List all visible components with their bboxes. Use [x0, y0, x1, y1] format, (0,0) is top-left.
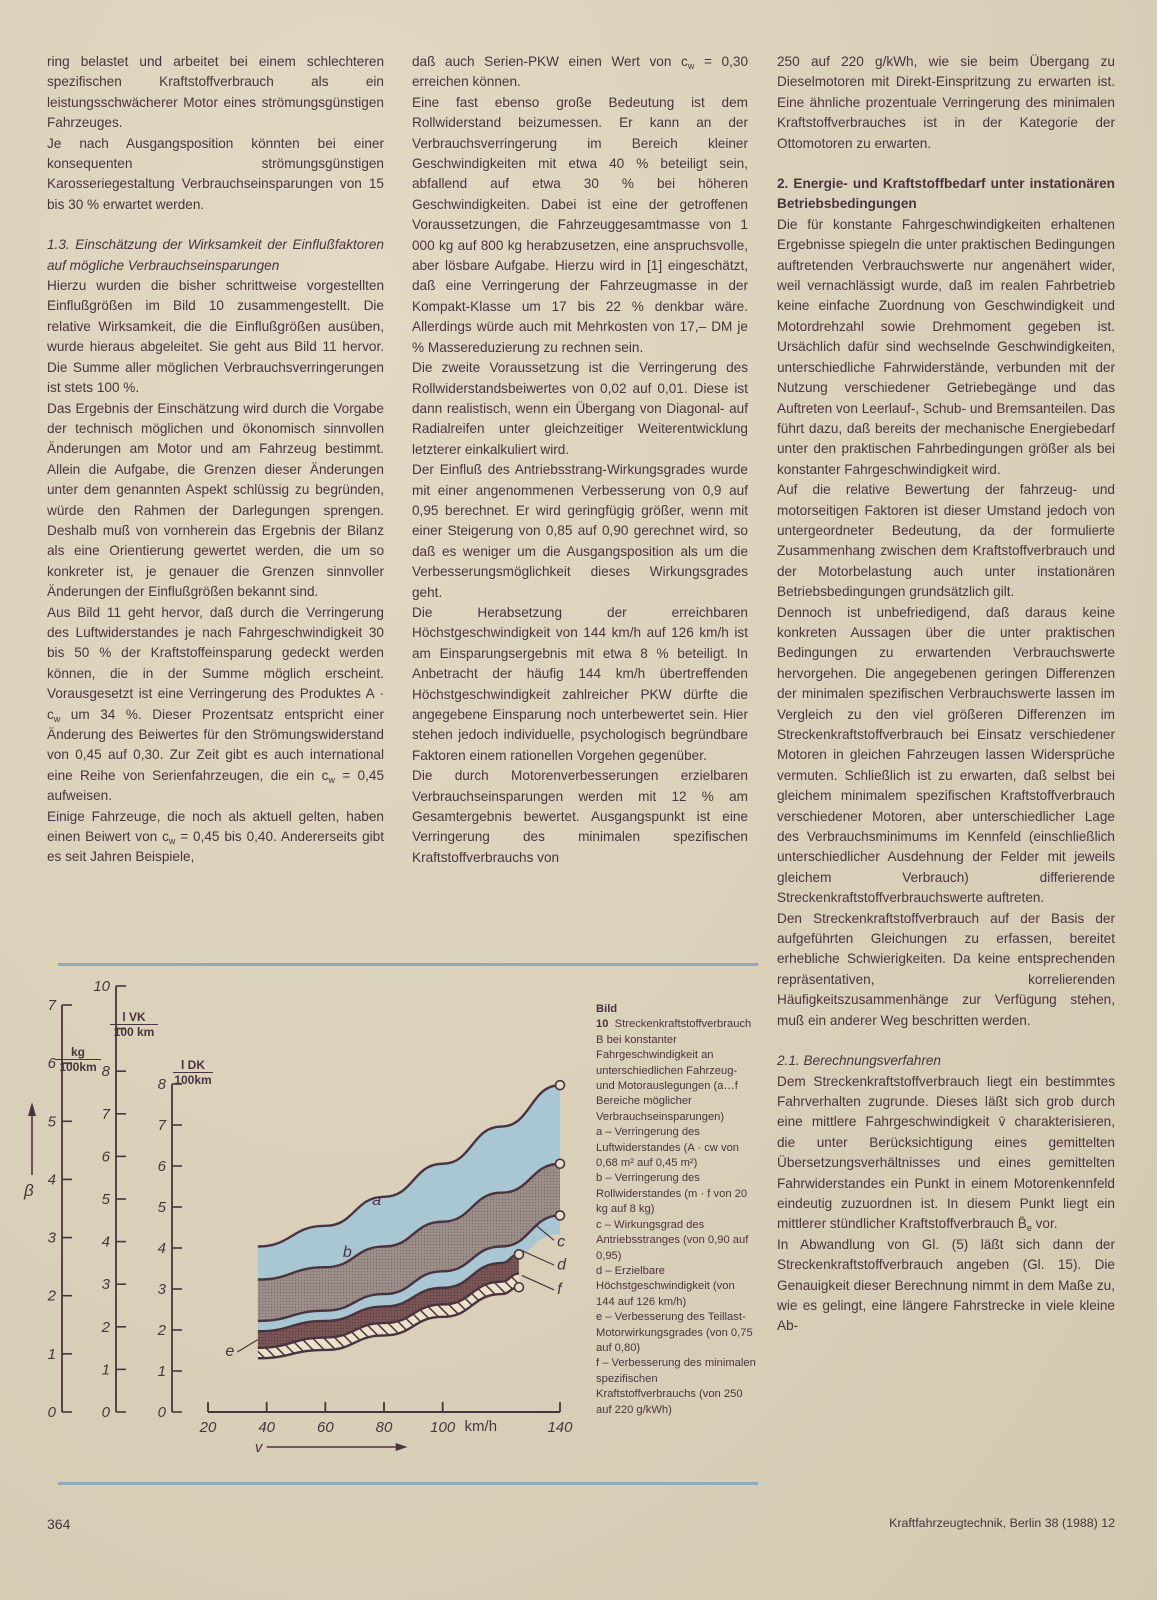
y-tick-label: 1 [157, 1363, 166, 1380]
journal-reference: Kraftfahrzeugtechnik, Berlin 38 (1988) 12 [889, 1516, 1115, 1530]
band-label-d: d [557, 1256, 567, 1274]
paragraph: Dem Streckenkraftstoffverbrauch liegt ein bestimmtes Fahrverhalten zugrunde. Dieses läßt sich grob durch eine mittlere Fahrgeschwindigkeit v̄ charakterisieren, die unter Berücksichtigung eines gemittelten Übersetzungsverhältnisses und eines gemittelten Fahrwiderstandes ein Punkt in einem Motorenkennfeld eindeutig zuzuordnen ist. In diesem Punkt liegt ein mittlerer stündlicher Kraftstoffverbrauch $B̄_e$ vor. [777, 1073, 1115, 1234]
x-axis-unit: km/h [464, 1418, 498, 1435]
paragraph: In Abwandlung von Gl. (5) läßt sich dann der Streckenkraftstoffverbrauch angeben (Gl. 15). Die Genauigkeit dieser Berechnung nimmt in dem Maße zu, wie es gelingt, eine längere Fahrstrecke in viele kleine Ab- [777, 1236, 1115, 1334]
y-tick-label: 8 [101, 1063, 110, 1081]
y-tick-label: 0 [101, 1404, 110, 1421]
caption-title: Streckenkraftstoffverbrauch B bei konstanter Fahrgeschwindigkeit an unterschiedlichen Fahrzeug- und Motorauslegungen (a…f Bereiche möglicher Verbrauchseinsparungen) [596, 1018, 752, 1123]
caption-item-b: b – Verringerung des Rollwiderstandes (m · f von 20 kg auf 8 kg) [596, 1172, 748, 1216]
paragraph: Einige Fahrzeuge, die noch als aktuell gelten, haben einen Beiwert von $c_w = 0,45$ bis 0,40. Andererseits gibt es seit Jahren Beispiele, [47, 808, 384, 865]
y-tick-label: 3 [101, 1276, 110, 1294]
section-heading-1-3: 1.3. Einschätzung der Wirksamkeit der Einflußfaktoren auf mögliche Verbrauchseinsparungen [47, 237, 384, 273]
endpoint-marker-f [514, 1283, 523, 1292]
x-tick-label: 140 [547, 1419, 573, 1436]
paragraph: Die zweite Voraussetzung ist die Verringerung des Rollwiderstandsbeiwertes von 0,02 auf 0,01. Diese ist dann realistisch, wenn ein Übergang von Diagonal- auf Radialreifen unter gleichzeitiger Weiterentwicklung letzterer einkalkuliert wird. [412, 360, 748, 457]
figure-bottom-rule [58, 1482, 758, 1485]
paragraph: 250 auf 220 g/kWh, wie sie beim Übergang zu Dieselmotoren mit Direkt-Einspritzung zu erwarten ist. Eine ähnliche prozentuale Verringerung des minimalen Kraftstoffverbrauches ist in der Kategorie der Ottomotoren zu erwarten. [777, 54, 1115, 151]
y-tick-label: 6 [157, 1158, 166, 1175]
endpoint-marker-a [556, 1081, 565, 1090]
y-tick-label: 2 [157, 1322, 166, 1339]
figure-caption [596, 1002, 756, 1418]
y-tick-label: 5 [101, 1191, 110, 1208]
y-tick-label: 4 [101, 1233, 110, 1251]
text-column-1 [47, 52, 384, 868]
y-tick-label: 3 [157, 1281, 166, 1298]
x-tick-label: 60 [316, 1419, 334, 1436]
y-tick-label: 5 [47, 1113, 56, 1131]
y-tick-label: 7 [157, 1117, 166, 1134]
y-tick-label: 6 [47, 1055, 56, 1073]
band-label-a: a [372, 1192, 382, 1210]
text-column-2 [412, 52, 748, 868]
leader-f [522, 1275, 554, 1289]
axis-unit-lvk: l VK 100 km [110, 1010, 158, 1039]
paragraph: Der Einfluß des Antriebsstrang-Wirkungsgrades wurde mit einer angenommenen Verbesserung von 0,9 auf 0,95 berechnet. Er wird geringfügig größer, wenn mit einer Steigerung von 0,85 auf 0,90 gerechnet wird, so daß es weniger um die Ausgangsposition als um die Verbesserungsmöglichkeit dieses Wirkungsgrades geht. [412, 462, 748, 600]
x-tick-label: 100 [430, 1419, 456, 1436]
caption-item-a: a – Verringerung des Luftwiderstandes (A · cw von 0,68 m² auf 0,45 m²) [596, 1126, 740, 1170]
caption-item-f: f – Verbesserung des minimalen spezifischen Kraftstoffverbrauchs (von 250 auf 220 g/kWh) [596, 1357, 756, 1416]
paragraph: daß auch Serien-PKW einen Wert von $c_w = 0,30$ erreichen können. [412, 54, 749, 90]
paragraph: Das Ergebnis der Einschätzung wird durch die Vorgabe der technisch möglichen und ökonomisch sinnvollen Änderungen am Motor und am Fahrzeug bestimmt. Allein die Aufgabe, die Grenzen dieser Änderungen unter dem genannten Aspekt schlüssig zu begründen, würde den Rahmen der Darlegungen sprengen. Deshalb muß von vornherein das Ergebnis der Bilanz als eine Orientierung gewertet werden, die um so konkreter ist, je genauer die Grenzen sinnvoller Änderungen der Einflußgrößen bekannt sind. [47, 400, 384, 600]
caption-item-c: c – Wirkungsgrad des Antriebsstranges (von 0,90 auf 0,95) [596, 1218, 749, 1262]
y-tick-label: 4 [47, 1171, 56, 1189]
axis-unit-ldk: l DK 100km [174, 1058, 212, 1087]
paragraph: Hierzu wurden die bisher schrittweise vorgestellten Einflußgrößen im Bild 10 zusammengestellt. Die relative Wirksamkeit, die die Einflußgrößen ausüben, wurde hieraus abgeleitet. Sie geht aus Bild 11 hervor. Die Summe aller möglichen Verbrauchsverringerungen ist stets 100 %. [47, 278, 384, 396]
text-column-3 [777, 52, 1115, 1337]
y-tick-label: 2 [47, 1287, 56, 1305]
caption-item-d: d – Erzielbare Höchstgeschwindigkeit (von 144 auf 126 km/h) [596, 1264, 735, 1308]
y-tick-label: 7 [101, 1105, 110, 1123]
paragraph: Die für konstante Fahrgeschwindigkeiten erhaltenen Ergebnisse spiegeln die unter praktischen Bedingungen auftretenden Verbrauchswerte nur angenähert wider, weil vernachlässigt wurde, daß im realen Fahrbetrieb keine einfache Zuordnung von Geschwindigkeit und Motordrehzahl sowie Drehmoment gegeben ist. Ursächlich dafür sind wechselnde Geschwindigkeiten, unterschiedliche Fahrwiderstände, verbunden mit der Nutzung verschiedener Getriebegänge und das Auftreten von Leerlauf-, Schub- und Bremsanteilen. Das führt dazu, daß bereits der mechanische Energiebedarf unter den praktischen Fahrbedingungen größer als bei konstanter Fahrgeschwindigkeit wird. [777, 216, 1115, 477]
leader-d [522, 1251, 554, 1265]
caption-label: Bild 10 [596, 1003, 618, 1031]
y-tick-label: 3 [47, 1229, 56, 1247]
axis-unit-kg: kg 100km [55, 1045, 101, 1074]
y-axis-label: β [24, 1181, 34, 1200]
band-label-e: e [225, 1343, 235, 1361]
paragraph: Eine fast ebenso große Bedeutung ist dem Rollwiderstand beizumessen. Er kann an der Verbrauchsverringerung im Bereich kleiner Geschwindigkeiten mit etwa 40 % beteiligt sein, abfallend auf etwa 30 % bei höheren Geschwindigkeiten. Dabei ist eine der getroffenen Voraussetzungen, die Fahrzeuggesamtmasse von 1 000 kg auf 800 kg herabzusetzen, eine anspruchsvolle, aber lösbare Aufgabe. Hierzu wird in [1] eingeschätzt, daß eine Verringerung der Fahrzeugmasse in der Kompakt-Klasse um 17 bis 22 % denkbar wäre. Allerdings würde auch mit Mehrkosten von 17,– DM je % Massereduzierung zu rechnen sein. [412, 94, 748, 355]
paragraph: Die durch Motorenverbesserungen erzielbaren Verbrauchseinsparungen werden mit 12 % am Gesamtergebnis bewertet. Ausgangspunkt ist eine Verringerung des minimalen spezifischen Kraftstoffverbrauchs von [412, 768, 748, 865]
y-tick-label: 8 [157, 1076, 166, 1093]
page-number: 364 [47, 1516, 71, 1532]
y-tick-label: 7 [47, 997, 56, 1014]
y-tick-label: 0 [47, 1404, 56, 1421]
endpoint-marker-b [556, 1159, 565, 1168]
leader-e [237, 1340, 258, 1352]
figure-top-rule [58, 963, 758, 966]
y-tick-label: 5 [157, 1199, 166, 1216]
caption-item-e: e – Verbesserung des Teillast-Motorwirkungsgrades (von 0,75 auf 0,80) [596, 1311, 753, 1354]
band-label-c: c [557, 1233, 566, 1251]
y-tick-label: 4 [157, 1240, 166, 1257]
y-tick-label: 10 [93, 978, 110, 995]
y-tick-label: 0 [157, 1404, 166, 1421]
paragraph: Den Streckenkraftstoffverbrauch auf der Basis der aufgeführten Gleichungen zu erfassen, bereitet erhebliche Schwierigkeiten. Da keine entsprechenden repräsentativen, korrelierenden Häufigkeitszusammenhänge zur Verfügung stehen, muß ein anderer Weg beschritten werden. [777, 910, 1115, 1028]
y-tick-label: 6 [101, 1148, 110, 1166]
band-label-b: b [342, 1243, 352, 1261]
y-axis-arrowhead-icon [28, 1102, 36, 1116]
y-tick-label: 1 [47, 1345, 56, 1363]
x-axis-arrowhead-icon [396, 1443, 408, 1451]
band-label-f: f [557, 1281, 562, 1299]
x-axis-label: v [254, 1439, 263, 1456]
paragraph: Je nach Ausgangsposition könnten bei einer konsequenten strömungsgünstigen Karosseriegestaltung Verbrauchseinsparungen von 15 bis 30 % erwartet werden. [47, 135, 384, 212]
endpoint-marker-c [556, 1211, 565, 1220]
y-tick-label: 2 [101, 1318, 110, 1336]
paragraph: ring belastet und arbeitet bei einem schlechteren spezifischen Kraftstoffverbrauch als ein leistungsschwächerer Motor eines strömungsgünstigen Fahrzeuges. [47, 54, 384, 131]
section-heading-2-1: 2.1. Berechnungsverfahren [777, 1053, 941, 1069]
section-heading-2: 2. Energie- und Kraftstoffbedarf unter instationären Betriebsbedingungen [777, 176, 1115, 212]
paragraph: Auf die relative Bewertung der fahrzeug- und motorseitigen Faktoren ist dieser Umstand jedoch von untergeordneter Bedeutung, da der formulierte Zusammenhang zwischen dem Kraftstoffverbrauch und der Motorbelastung auch unter instationären Betriebsbedingungen grundsätzlich gilt. [777, 482, 1115, 600]
paragraph: Aus Bild 11 geht hervor, daß durch die Verringerung des Luftwiderstandes je nach Fahrgeschwindigkeit 30 bis 50 % der Kraftstoffeinsparung gedeckt werden können, die in der Summe möglich erscheint. Vorausgesetzt ist eine Verringerung des Produktes $A \cdot c_w$ um 34 %. Dieser Prozentsatz entspricht einer Änderung des Beiwertes für den Strömungswiderstand von 0,45 auf 0,30. Zur Zeit gibt es auch international eine Reihe von Serienfahrzeugen, die ein $c_w = 0,45$ aufweisen. [47, 604, 385, 804]
y-tick-label: 1 [101, 1361, 110, 1379]
paragraph: Dennoch ist unbefriedigend, daß daraus keine konkreten Aussagen über die unter praktischen Bedingungen zu erwartenden Verbrauchswerte hervorgehen. Die angegebenen geringen Differenzen der minimalen spezifischen Verbrauchswerte lassen im Vergleich zu den viel größeren Differenzen im Streckenkraftstoffverbrauch bei Einsatz verschiedener Motoren in gleichen Fahrzeugen lassen Widersprüche vermuten. Schließlich ist zu erwarten, daß selbst bei gleichem minimalem spezifischen Kraftstoffverbrauch verschiedener Motoren, aber unterschiedlicher Lage des Verbrauchsminimums im Kennfeld (einschließlich unterschiedlicher Ausdehnung der Felder mit jeweils gleichem Verbrauch) differierende Streckenkraftstoffverbrauchswerte auftreten. [777, 604, 1115, 906]
x-tick-label: 20 [199, 1419, 217, 1436]
x-tick-label: 40 [258, 1419, 276, 1436]
paragraph: Die Herabsetzung der erreichbaren Höchstgeschwindigkeit von 144 km/h auf 126 km/h ist am Einsparungsergebnis mit etwa 8 % beteiligt. In Anbetracht der häufig 144 km/h übertreffenden Höchstgeschwindigkeit zahlreicher PKW dürfte die angegebene Einsparung noch unterbewertet sein. Hier stehen jedoch individuelle, psychologisch begründbare Faktoren einem rationellen Vorgehen gegenüber. [412, 604, 748, 763]
x-tick-label: 80 [375, 1419, 393, 1436]
